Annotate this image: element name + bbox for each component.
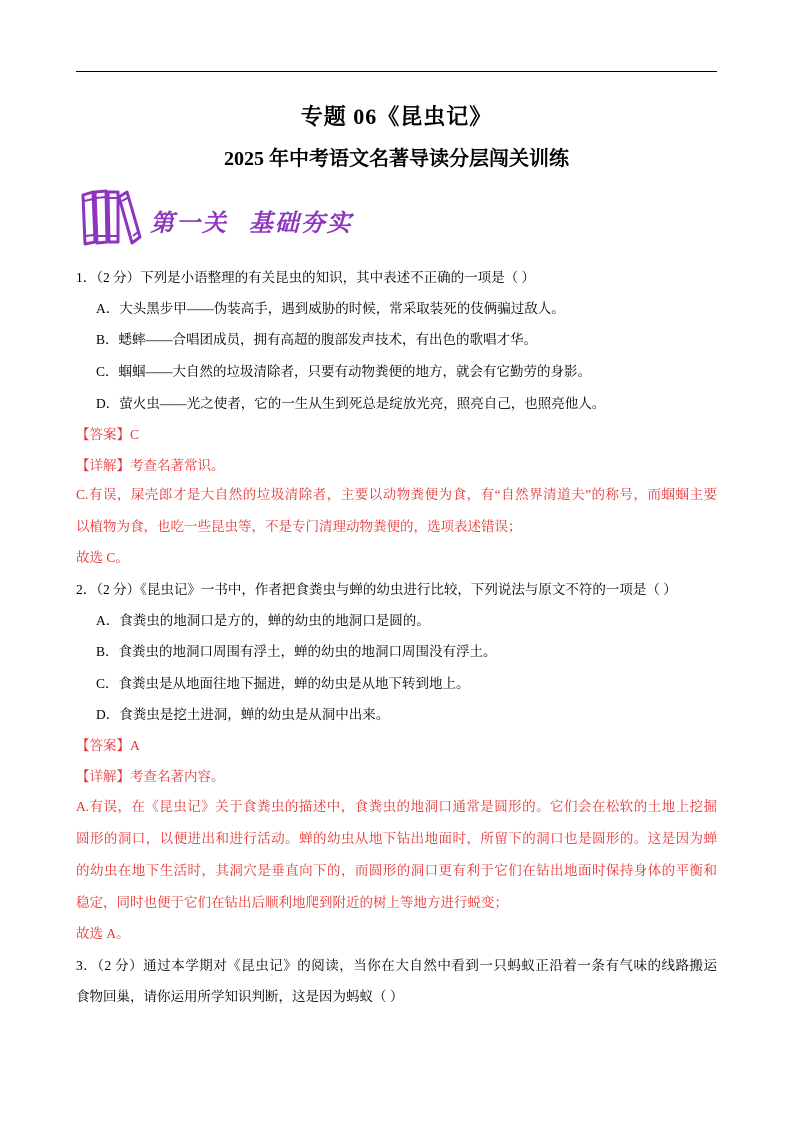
question-1-analysis-line: C.有误，屎壳郎才是大自然的垃圾清除者，主要以动物粪便为食，有“自然界清道夫”的称号，而蝈蝈主要: [76, 487, 717, 502]
page-title: 专题 06《昆虫记》: [300, 104, 493, 129]
question-1-option-a: A．大头黑步甲——伪装高手，遇到威胁的时候，常采取装死的伎俩骗过敌人。: [96, 301, 565, 316]
question-2-option-b: B．食粪虫的地洞口周围有浮土，蝉的幼虫的地洞口周围没有浮土。: [96, 644, 497, 659]
question-2-option-d: D．食粪虫是挖土进洞，蝉的幼虫是从洞中出来。: [96, 707, 390, 722]
detail-text: 考查名著常识。: [130, 458, 225, 473]
detail-text: 考查名著内容。: [130, 769, 225, 784]
question-1-conclusion: 故选 C。: [76, 550, 129, 565]
question-2-analysis-line: 的幼虫在地下生活时，其洞穴是垂直向下的，而圆形的洞口更有利于它们在钻出地面时保持身体的平衡和: [76, 863, 717, 878]
question-3-stem: 3．（2 分）通过本学期对《昆虫记》的阅读，当你在大自然中看到一只蚂蚁正沿着一条有气味的线路搬运: [76, 958, 717, 973]
answer-value: C: [130, 427, 140, 442]
question-1-option-b: B．蟋蟀——合唱团成员，拥有高超的腹部发声技术，有出色的歌唱才华。: [96, 332, 538, 347]
question-2-conclusion: 故选 A。: [76, 926, 130, 941]
question-2-analysis-line: 圆形的洞口，以便进出和进行活动。蝉的幼虫从地下钻出地面时，所留下的洞口也是圆形的。这是因为蝉: [76, 831, 717, 846]
answer-label: 【答案】: [76, 427, 130, 442]
question-2-option-a: A．食粪虫的地洞口是方的，蝉的幼虫的地洞口是圆的。: [96, 613, 430, 628]
question-1-detail: [76, 456, 717, 476]
question-1-option-c: C．蝈蝈——大自然的垃圾清除者，只要有动物粪便的地方，就会有它勤劳的身影。: [96, 364, 592, 379]
detail-label: 【详解】: [76, 769, 130, 784]
question-2-stem: 2．（2 分）《昆虫记》一书中，作者把食粪虫与蝉的幼虫进行比较，下列说法与原文不符的一项是（ ）: [76, 582, 677, 597]
section-title: 第一关 基础夯实: [150, 208, 353, 237]
question-2-detail: [76, 767, 717, 787]
question-2-answer: [76, 736, 717, 756]
question-1-analysis-line: 以植物为食，也吃一些昆虫等，不是专门清理动物粪便的，选项表述错误；: [76, 519, 522, 534]
question-1-stem: 1．（2 分）下列是小语整理的有关昆虫的知识，其中表述不正确的一项是（ ）: [76, 270, 535, 285]
question-1-answer: [76, 425, 717, 445]
question-2-option-c: C．食粪虫是从地面往地下掘进，蝉的幼虫是从地下转到地上。: [96, 676, 470, 691]
books-icon: [80, 188, 142, 246]
header-rule: [76, 71, 717, 72]
question-3-stem: 食物回巢，请你运用所学知识判断，这是因为蚂蚁（ ）: [76, 989, 404, 1004]
answer-label: 【答案】: [76, 738, 130, 753]
page-subtitle: 2025 年中考语文名著导读分层闯关训练: [224, 148, 569, 170]
question-1-option-d: D．萤火虫——光之使者，它的一生从生到死总是绽放光亮，照亮自己，也照亮他人。: [96, 396, 606, 411]
answer-value: A: [130, 738, 140, 753]
question-2-analysis-line: A.有误，在《昆虫记》关于食粪虫的描述中，食粪虫的地洞口通常是圆形的。它们会在松软的土地上挖掘: [76, 799, 717, 814]
detail-label: 【详解】: [76, 458, 130, 473]
question-2-analysis-line: 稳定，同时也便于它们在钻出后顺利地爬到附近的树上等地方进行蜕变；: [76, 895, 508, 910]
